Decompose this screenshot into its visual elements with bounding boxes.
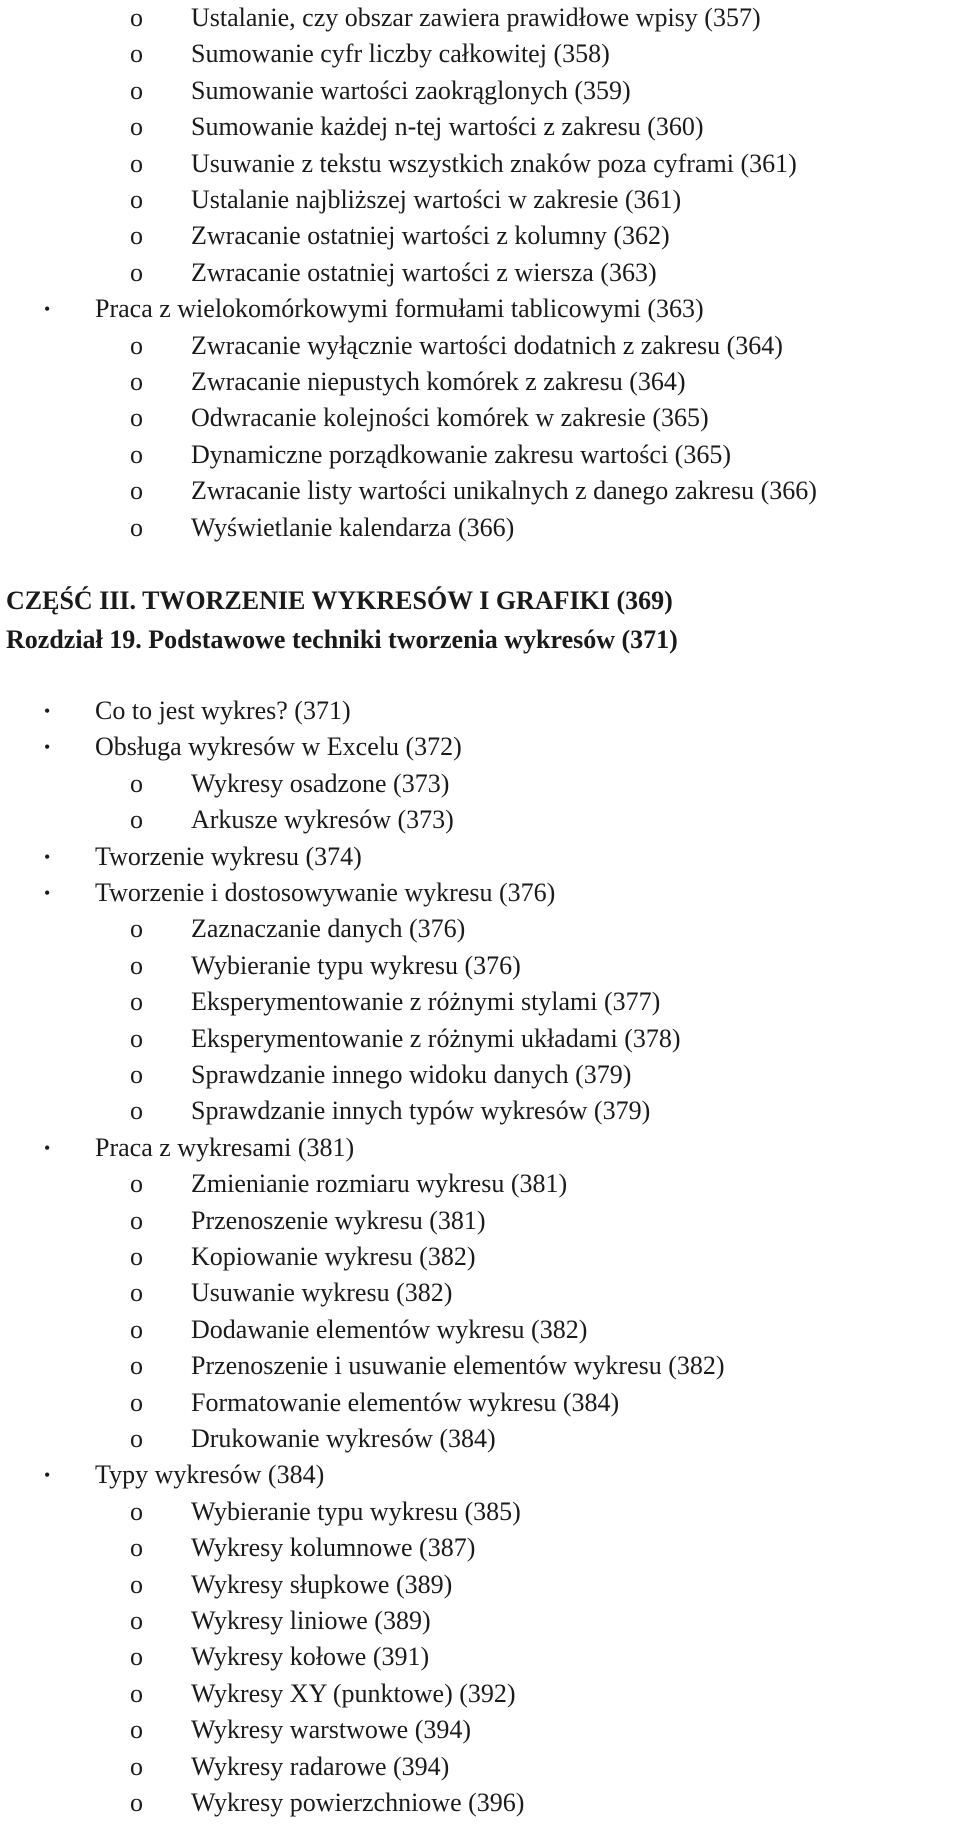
bullet-circle-icon: o xyxy=(130,1424,143,1453)
toc-entry-text: Wyświetlanie kalendarza (366) xyxy=(191,512,515,542)
part-heading: CZĘŚĆ III. TWORZENIE WYKRESÓW I GRAFIKI (369) xyxy=(6,586,673,615)
toc-entry-text: Usuwanie z tekstu wszystkich znaków poza cyframi (361) xyxy=(191,148,797,178)
toc-entry-text: Co to jest wykres? (371) xyxy=(95,696,351,725)
bullet-circle-icon: o xyxy=(130,1060,143,1089)
toc-entry-text: Wykresy kołowe (391) xyxy=(191,1642,430,1672)
chapter-heading: Rozdział 19. Podstawowe techniki tworzenia wykresów (371) xyxy=(6,625,678,654)
bullet-circle-icon: o xyxy=(130,914,143,944)
toc-entry-text: Typy wykresów (384) xyxy=(95,1460,325,1490)
bullet-circle-icon: o xyxy=(130,1751,143,1781)
bullet-circle-icon: o xyxy=(130,1278,143,1308)
bullet-circle-icon: o xyxy=(130,1788,143,1817)
toc-entry-text: Usuwanie wykresu (382) xyxy=(191,1278,453,1308)
toc-entry-text: Ustalanie, czy obszar zawiera prawidłowe wpisy (357) xyxy=(191,3,761,32)
toc-entry-text: Zmienianie rozmiaru wykresu (381) xyxy=(191,1169,568,1199)
toc-entry-text: Tworzenie wykresu (374) xyxy=(95,841,362,871)
bullet-dot-icon: • xyxy=(44,299,51,320)
bullet-circle-icon: o xyxy=(130,1678,143,1708)
bullet-dot-icon: • xyxy=(44,1465,51,1486)
bullet-circle-icon: o xyxy=(130,1606,143,1635)
bullet-circle-icon: o xyxy=(130,1096,143,1126)
bullet-circle-icon: o xyxy=(130,1642,143,1672)
toc-entry-text: Sumowanie każdej n-tej wartości z zakresu (360) xyxy=(191,112,704,142)
toc-entry-text: Wykresy liniowe (389) xyxy=(191,1606,431,1635)
bullet-circle-icon: o xyxy=(130,1351,143,1381)
bullet-circle-icon: o xyxy=(130,330,143,360)
bullet-circle-icon: o xyxy=(130,1496,143,1526)
bullet-circle-icon: o xyxy=(130,185,143,214)
toc-entry-text: Obsługa wykresów w Excelu (372) xyxy=(95,732,462,762)
toc-entry-text: Dynamiczne porządkowanie zakresu wartości (365) xyxy=(191,439,731,469)
toc-entry-text: Praca z wielokomórkowymi formułami tablicowymi (363) xyxy=(95,294,704,324)
bullet-circle-icon: o xyxy=(130,75,143,105)
bullet-circle-icon: o xyxy=(130,1205,143,1235)
toc-entry-text: Sprawdzanie innego widoku danych (379) xyxy=(191,1060,632,1089)
bullet-circle-icon: o xyxy=(130,1387,143,1417)
toc-entry-text: Eksperymentowanie z różnymi stylami (377) xyxy=(191,987,661,1017)
bullet-circle-icon: o xyxy=(130,476,143,506)
bullet-dot-icon: • xyxy=(44,846,51,867)
toc-entry-text: Wykresy kolumnowe (387) xyxy=(191,1533,476,1563)
bullet-circle-icon: o xyxy=(130,950,143,980)
toc-entry-text: Przenoszenie i usuwanie elementów wykresu (382) xyxy=(191,1351,725,1381)
bullet-dot-icon: • xyxy=(44,883,51,903)
bullet-circle-icon: o xyxy=(130,1715,143,1745)
toc-entry-text: Eksperymentowanie z różnymi układami (378) xyxy=(191,1023,681,1053)
bullet-dot-icon: • xyxy=(44,737,51,758)
toc-entry-text: Zwracanie ostatniej wartości z kolumny (362) xyxy=(191,221,670,251)
bullet-circle-icon: o xyxy=(130,1169,143,1199)
toc-entry-text: Arkusze wykresów (373) xyxy=(191,805,454,835)
bullet-circle-icon: o xyxy=(130,39,143,69)
toc-entry-text: Odwracanie kolejności komórek w zakresie (365) xyxy=(191,403,709,433)
toc-entry-text: Wybieranie typu wykresu (376) xyxy=(191,950,521,980)
toc-entry-text: Zwracanie niepustych komórek z zakresu (364) xyxy=(191,367,686,396)
toc-entry-text: Zaznaczanie danych (376) xyxy=(191,914,466,944)
toc-entry-text: Sumowanie wartości zaokrąglonych (359) xyxy=(191,75,631,105)
toc-entry-text: Drukowanie wykresów (384) xyxy=(191,1424,496,1453)
bullet-circle-icon: o xyxy=(130,112,143,142)
bullet-circle-icon: o xyxy=(130,987,143,1017)
toc-entry-text: Przenoszenie wykresu (381) xyxy=(191,1205,486,1235)
toc-entry-text: Wykresy warstwowe (394) xyxy=(191,1715,472,1745)
bullet-circle-icon: o xyxy=(130,1023,143,1053)
bullet-circle-icon: o xyxy=(130,1569,143,1599)
bullet-dot-icon: • xyxy=(44,701,51,721)
toc-entry-text: Formatowanie elementów wykresu (384) xyxy=(191,1387,620,1417)
toc-entry-text: Tworzenie i dostosowywanie wykresu (376) xyxy=(95,878,556,907)
toc-entry-text: Wykresy słupkowe (389) xyxy=(191,1569,453,1599)
bullet-circle-icon: o xyxy=(130,257,143,287)
toc-entry-text: Praca z wykresami (381) xyxy=(95,1132,355,1162)
toc-entry-text: Kopiowanie wykresu (382) xyxy=(191,1242,476,1271)
toc-entry-text: Wybieranie typu wykresu (385) xyxy=(191,1496,521,1526)
toc-entry-text: Wykresy radarowe (394) xyxy=(191,1751,450,1781)
bullet-circle-icon: o xyxy=(130,1314,143,1344)
bullet-circle-icon: o xyxy=(130,221,143,251)
toc-entry-text: Wykresy XY (punktowe) (392) xyxy=(191,1678,516,1708)
bullet-circle-icon: o xyxy=(130,1533,143,1563)
bullet-circle-icon: o xyxy=(130,403,143,433)
toc-entry-text: Wykresy osadzone (373) xyxy=(191,768,450,798)
bullet-circle-icon: o xyxy=(130,439,143,469)
toc-entry-text: Wykresy powierzchniowe (396) xyxy=(191,1788,525,1817)
toc-entry-text: Dodawanie elementów wykresu (382) xyxy=(191,1314,588,1344)
bullet-circle-icon: o xyxy=(130,367,143,396)
bullet-circle-icon: o xyxy=(130,1242,143,1271)
toc-entry-text: Ustalanie najbliższej wartości w zakresie (361) xyxy=(191,185,682,214)
bullet-circle-icon: o xyxy=(130,768,143,798)
toc-entry-text: Sumowanie cyfr liczby całkowitej (358) xyxy=(191,39,610,69)
toc-entry-text: Zwracanie ostatniej wartości z wiersza (363) xyxy=(191,257,657,287)
toc-entry-text: Zwracanie wyłącznie wartości dodatnich z zakresu (364) xyxy=(191,330,783,360)
bullet-circle-icon: o xyxy=(130,148,143,178)
bullet-circle-icon: o xyxy=(130,3,143,32)
bullet-circle-icon: o xyxy=(130,805,143,835)
bullet-dot-icon: • xyxy=(44,1137,51,1158)
toc-entry-text: Sprawdzanie innych typów wykresów (379) xyxy=(191,1096,651,1126)
toc-entry-text: Zwracanie listy wartości unikalnych z danego zakresu (366) xyxy=(191,476,817,506)
bullet-circle-icon: o xyxy=(130,512,143,542)
